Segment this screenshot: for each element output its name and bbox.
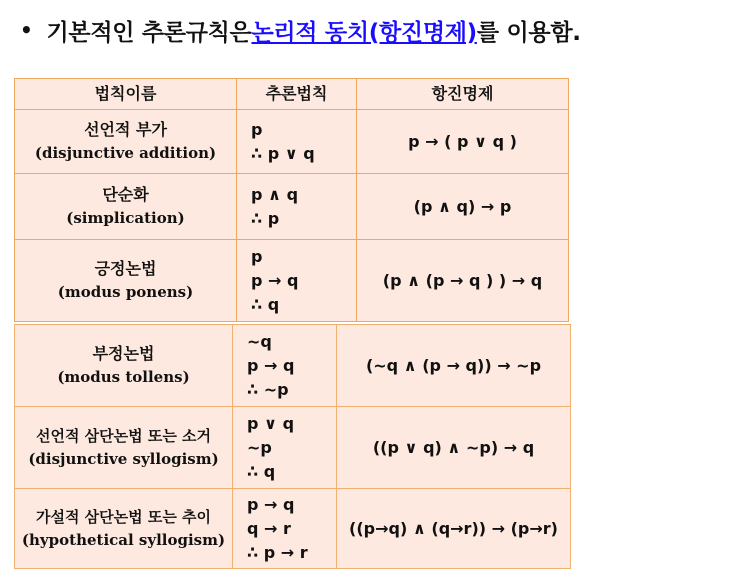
table-row: [15, 174, 569, 240]
table-header-row: [15, 79, 569, 110]
rule-line: p → q: [247, 494, 295, 514]
rule-line: ~q: [247, 331, 272, 351]
table-row: [15, 489, 571, 569]
rule-name-cell: [15, 489, 233, 569]
tautology-cell: (p ∧ (p → q ) ) → q: [357, 240, 569, 322]
rule-line: p: [251, 119, 263, 139]
tautology-cell: (p ∧ q) → p: [357, 174, 569, 240]
bullet-icon: •: [20, 18, 33, 42]
table-row: [15, 325, 571, 407]
rule-line: ∴ p ∨ q: [251, 143, 315, 163]
rule-line: q → r: [247, 518, 291, 538]
rule-name-cell: [15, 407, 233, 489]
header-inference-rule: 추론법칙: [237, 79, 357, 110]
rule-name-korean: 선언적 부가: [84, 120, 167, 140]
tautology-cell: ((p ∨ q) ∧ ~p) → q: [337, 407, 571, 489]
tautology-cell: (~q ∧ (p → q)) → ~p: [337, 325, 571, 407]
inference-rules-table-top: [14, 78, 569, 322]
rule-line: p: [251, 246, 263, 266]
table-row: [15, 407, 571, 489]
inference-rule-cell: [237, 110, 357, 174]
rule-line: ∴ p: [251, 208, 280, 228]
rule-name-cell: [15, 325, 233, 407]
inference-rules-table-bottom: [14, 324, 571, 569]
rule-name-english: (disjunctive syllogism): [28, 449, 219, 468]
rule-name-korean: 단순화: [102, 185, 149, 205]
inference-rule-cell: [233, 489, 337, 569]
inference-rule-cell: [233, 407, 337, 489]
rule-line: ∴ p → r: [247, 542, 308, 562]
table-row: [15, 110, 569, 174]
rule-line: p ∨ q: [247, 413, 295, 433]
tautology-cell: ((p→q) ∧ (q→r)) → (p→r): [337, 489, 571, 569]
rule-name-english: (modus ponens): [57, 283, 194, 302]
heading-prefix: 기본적인 추론규칙은: [46, 19, 252, 46]
rule-name-cell: [15, 240, 237, 322]
tautology-cell: p → ( p ∨ q ): [357, 110, 569, 174]
rule-line: p ∧ q: [251, 184, 299, 204]
rule-name-english: (modus tollens): [57, 368, 190, 387]
rule-line: p → q: [247, 355, 295, 375]
header-tautology: 항진명제: [357, 79, 569, 110]
rule-name-cell: [15, 174, 237, 240]
rule-line: ∴ ~p: [247, 379, 289, 399]
rule-line: ~p: [247, 437, 272, 457]
inference-rule-cell: [237, 240, 357, 322]
rule-line: ∴ q: [247, 461, 276, 481]
rule-name-english: (disjunctive addition): [34, 144, 217, 163]
rule-name-english: (simplication): [66, 209, 185, 228]
rule-line: ∴ q: [251, 294, 280, 314]
header-rule-name: 법칙이름: [15, 79, 237, 110]
heading-suffix: 를 이용함.: [476, 19, 581, 46]
slide-heading: [20, 10, 581, 50]
rule-name-korean: 선언적 삼단논법 또는 소거: [35, 427, 212, 445]
rule-line: p → q: [251, 270, 299, 290]
inference-rule-cell: [237, 174, 357, 240]
rule-name-english: (hypothetical syllogism): [21, 530, 226, 549]
rule-name-korean: 가설적 삼단논법 또는 추이: [35, 508, 212, 526]
table-row: [15, 240, 569, 322]
inference-rule-cell: [233, 325, 337, 407]
rule-name-korean: 긍정논법: [94, 259, 157, 279]
logical-equivalence-link[interactable]: 논리적 동치(항진명제): [251, 19, 477, 46]
rule-name-korean: 부정논법: [92, 344, 155, 364]
rule-name-cell: [15, 110, 237, 174]
